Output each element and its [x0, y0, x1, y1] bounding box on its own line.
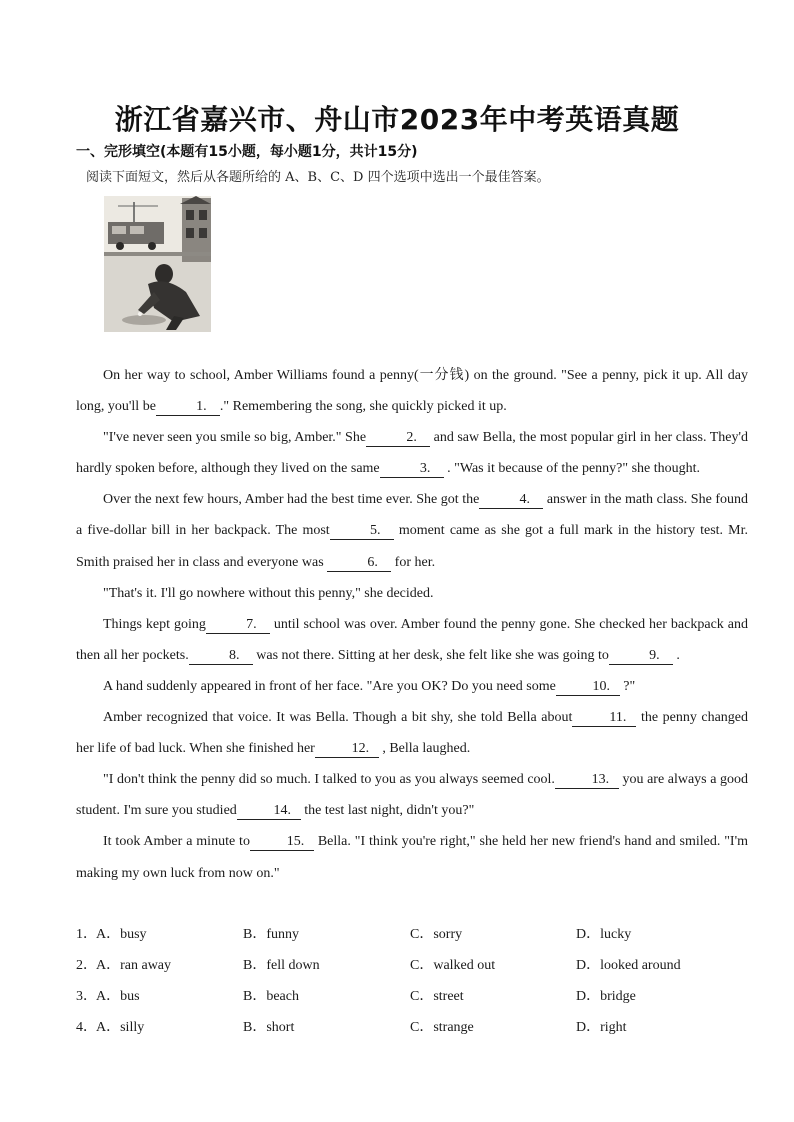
passage-text: On her way to school, Amber Williams found a penny(一分钱) on the ground. "See a penny, pick it up. All day long, you'll be	[76, 368, 748, 415]
option-d[interactable]: D．right	[576, 1020, 627, 1036]
question-row-1	[76, 919, 756, 950]
question-number: 2．	[76, 958, 97, 974]
blank-2[interactable]: 2.	[366, 430, 430, 447]
paragraph-5	[76, 609, 748, 671]
page-title: 浙江省嘉兴市、舟山市2023年中考英语真题	[114, 103, 680, 136]
blank-10[interactable]: 10.	[556, 679, 620, 696]
option-b[interactable]: B．beach	[243, 989, 299, 1005]
question-number: 3．	[76, 989, 97, 1005]
option-a[interactable]: A．ran away	[96, 958, 172, 974]
passage-text: ?"	[623, 678, 636, 694]
passage-text: It took Amber a minute to	[103, 834, 250, 850]
passage-text: ." Remembering the song, she quickly picked it up.	[219, 399, 507, 415]
passage-text: , Bella laughed.	[382, 741, 471, 757]
question-row-2	[76, 950, 756, 981]
paragraph-6	[76, 671, 748, 702]
reading-passage	[76, 360, 748, 889]
option-d[interactable]: D．lucky	[576, 927, 632, 942]
blank-12[interactable]: 12.	[315, 741, 379, 758]
option-c[interactable]: C．sorry	[410, 927, 463, 942]
section-heading: 一、完形填空(本题有15小题，每小题1分，共计15分)	[76, 144, 418, 160]
passage-text: the penny changed her life of bad luck. When she finished her	[76, 710, 749, 757]
blank-14[interactable]: 14.	[237, 803, 301, 820]
question-row-4	[76, 1012, 756, 1043]
passage-text: answer in the math class. She found a five-dollar bill in her backpack. The most	[76, 492, 748, 539]
passage-text: moment came as she got a full mark in the history test. Mr. Smith praised her in class and everyone was	[76, 523, 748, 570]
instruction-text: 阅读下面短文，然后从各题所给的 A、B、C、D 四个选项中选出一个最佳答案。	[86, 170, 550, 185]
option-b[interactable]: B．short	[243, 1020, 295, 1036]
paragraph-7	[76, 702, 748, 764]
passage-text: was not there. Sitting at her desk, she felt like she was going to	[256, 647, 609, 663]
passage-text: . "Was it because of the penny?" she thought.	[447, 461, 701, 477]
passage-text: for her.	[394, 554, 436, 570]
option-c[interactable]: C．walked out	[410, 958, 496, 974]
passage-text: "I don't think the penny did so much. I talked to you as you always seemed cool.	[103, 772, 555, 788]
paragraph-4: "That's it. I'll go nowhere without this penny," she decided.	[103, 585, 434, 601]
option-a[interactable]: A．busy	[96, 927, 147, 942]
blank-15[interactable]: 15.	[250, 834, 314, 851]
option-c[interactable]: C．strange	[410, 1020, 474, 1036]
blank-9[interactable]: 9.	[609, 648, 673, 665]
blank-4[interactable]: 4.	[479, 492, 543, 509]
blank-8[interactable]: 8.	[189, 648, 253, 665]
paragraph-8	[76, 764, 748, 826]
question-number: 4．	[76, 1020, 97, 1036]
paragraph-3	[76, 484, 748, 577]
blank-5[interactable]: 5.	[330, 523, 394, 540]
blank-7[interactable]: 7.	[206, 617, 270, 634]
option-b[interactable]: B．fell down	[243, 958, 320, 974]
blank-3[interactable]: 3.	[380, 461, 444, 478]
passage-text: until school was over. Amber found the penny gone. She checked her backpack and then all her pockets.	[76, 616, 748, 663]
answer-options	[76, 919, 756, 1043]
paragraph-9	[76, 826, 748, 888]
passage-text: A hand suddenly appeared in front of her face. "Are you OK? Do you need some	[103, 678, 556, 694]
passage-text: and saw Bella, the most popular girl in her class. They'd hardly spoken before, although they lived on the same	[76, 430, 749, 477]
illustration-photo	[104, 196, 211, 332]
passage-text: Bella. "I think you're right," she held her new friend's hand and smiled. "I'm making my own luck from now on."	[76, 834, 749, 881]
blank-1[interactable]: 1.	[156, 399, 220, 416]
passage-text: "I've never seen you smile so big, Amber." She	[103, 430, 367, 446]
passage-text: .	[676, 647, 680, 663]
option-b[interactable]: B．funny	[243, 927, 299, 942]
option-d[interactable]: D．bridge	[576, 989, 636, 1005]
blank-11[interactable]: 11.	[572, 710, 636, 727]
blank-6[interactable]: 6.	[327, 555, 391, 572]
option-a[interactable]: A．silly	[96, 1020, 145, 1036]
passage-text: Things kept going	[103, 616, 206, 632]
option-d[interactable]: D．looked around	[576, 958, 681, 974]
question-row-3	[76, 981, 756, 1012]
passage-text: Amber recognized that voice. It was Bella. Though a bit shy, she told Bella about	[103, 710, 573, 726]
option-a[interactable]: A．bus	[96, 989, 140, 1005]
question-number: 1．	[76, 927, 97, 942]
paragraph-2	[76, 422, 748, 484]
passage-text: the test last night, didn't you?"	[304, 803, 475, 819]
passage-text: Over the next few hours, Amber had the best time ever. She got the	[103, 492, 480, 508]
blank-13[interactable]: 13.	[555, 772, 619, 789]
option-c[interactable]: C．street	[410, 989, 464, 1005]
passage-text: you are always a good student. I'm sure you studied	[76, 772, 748, 819]
paragraph-1	[76, 360, 748, 422]
